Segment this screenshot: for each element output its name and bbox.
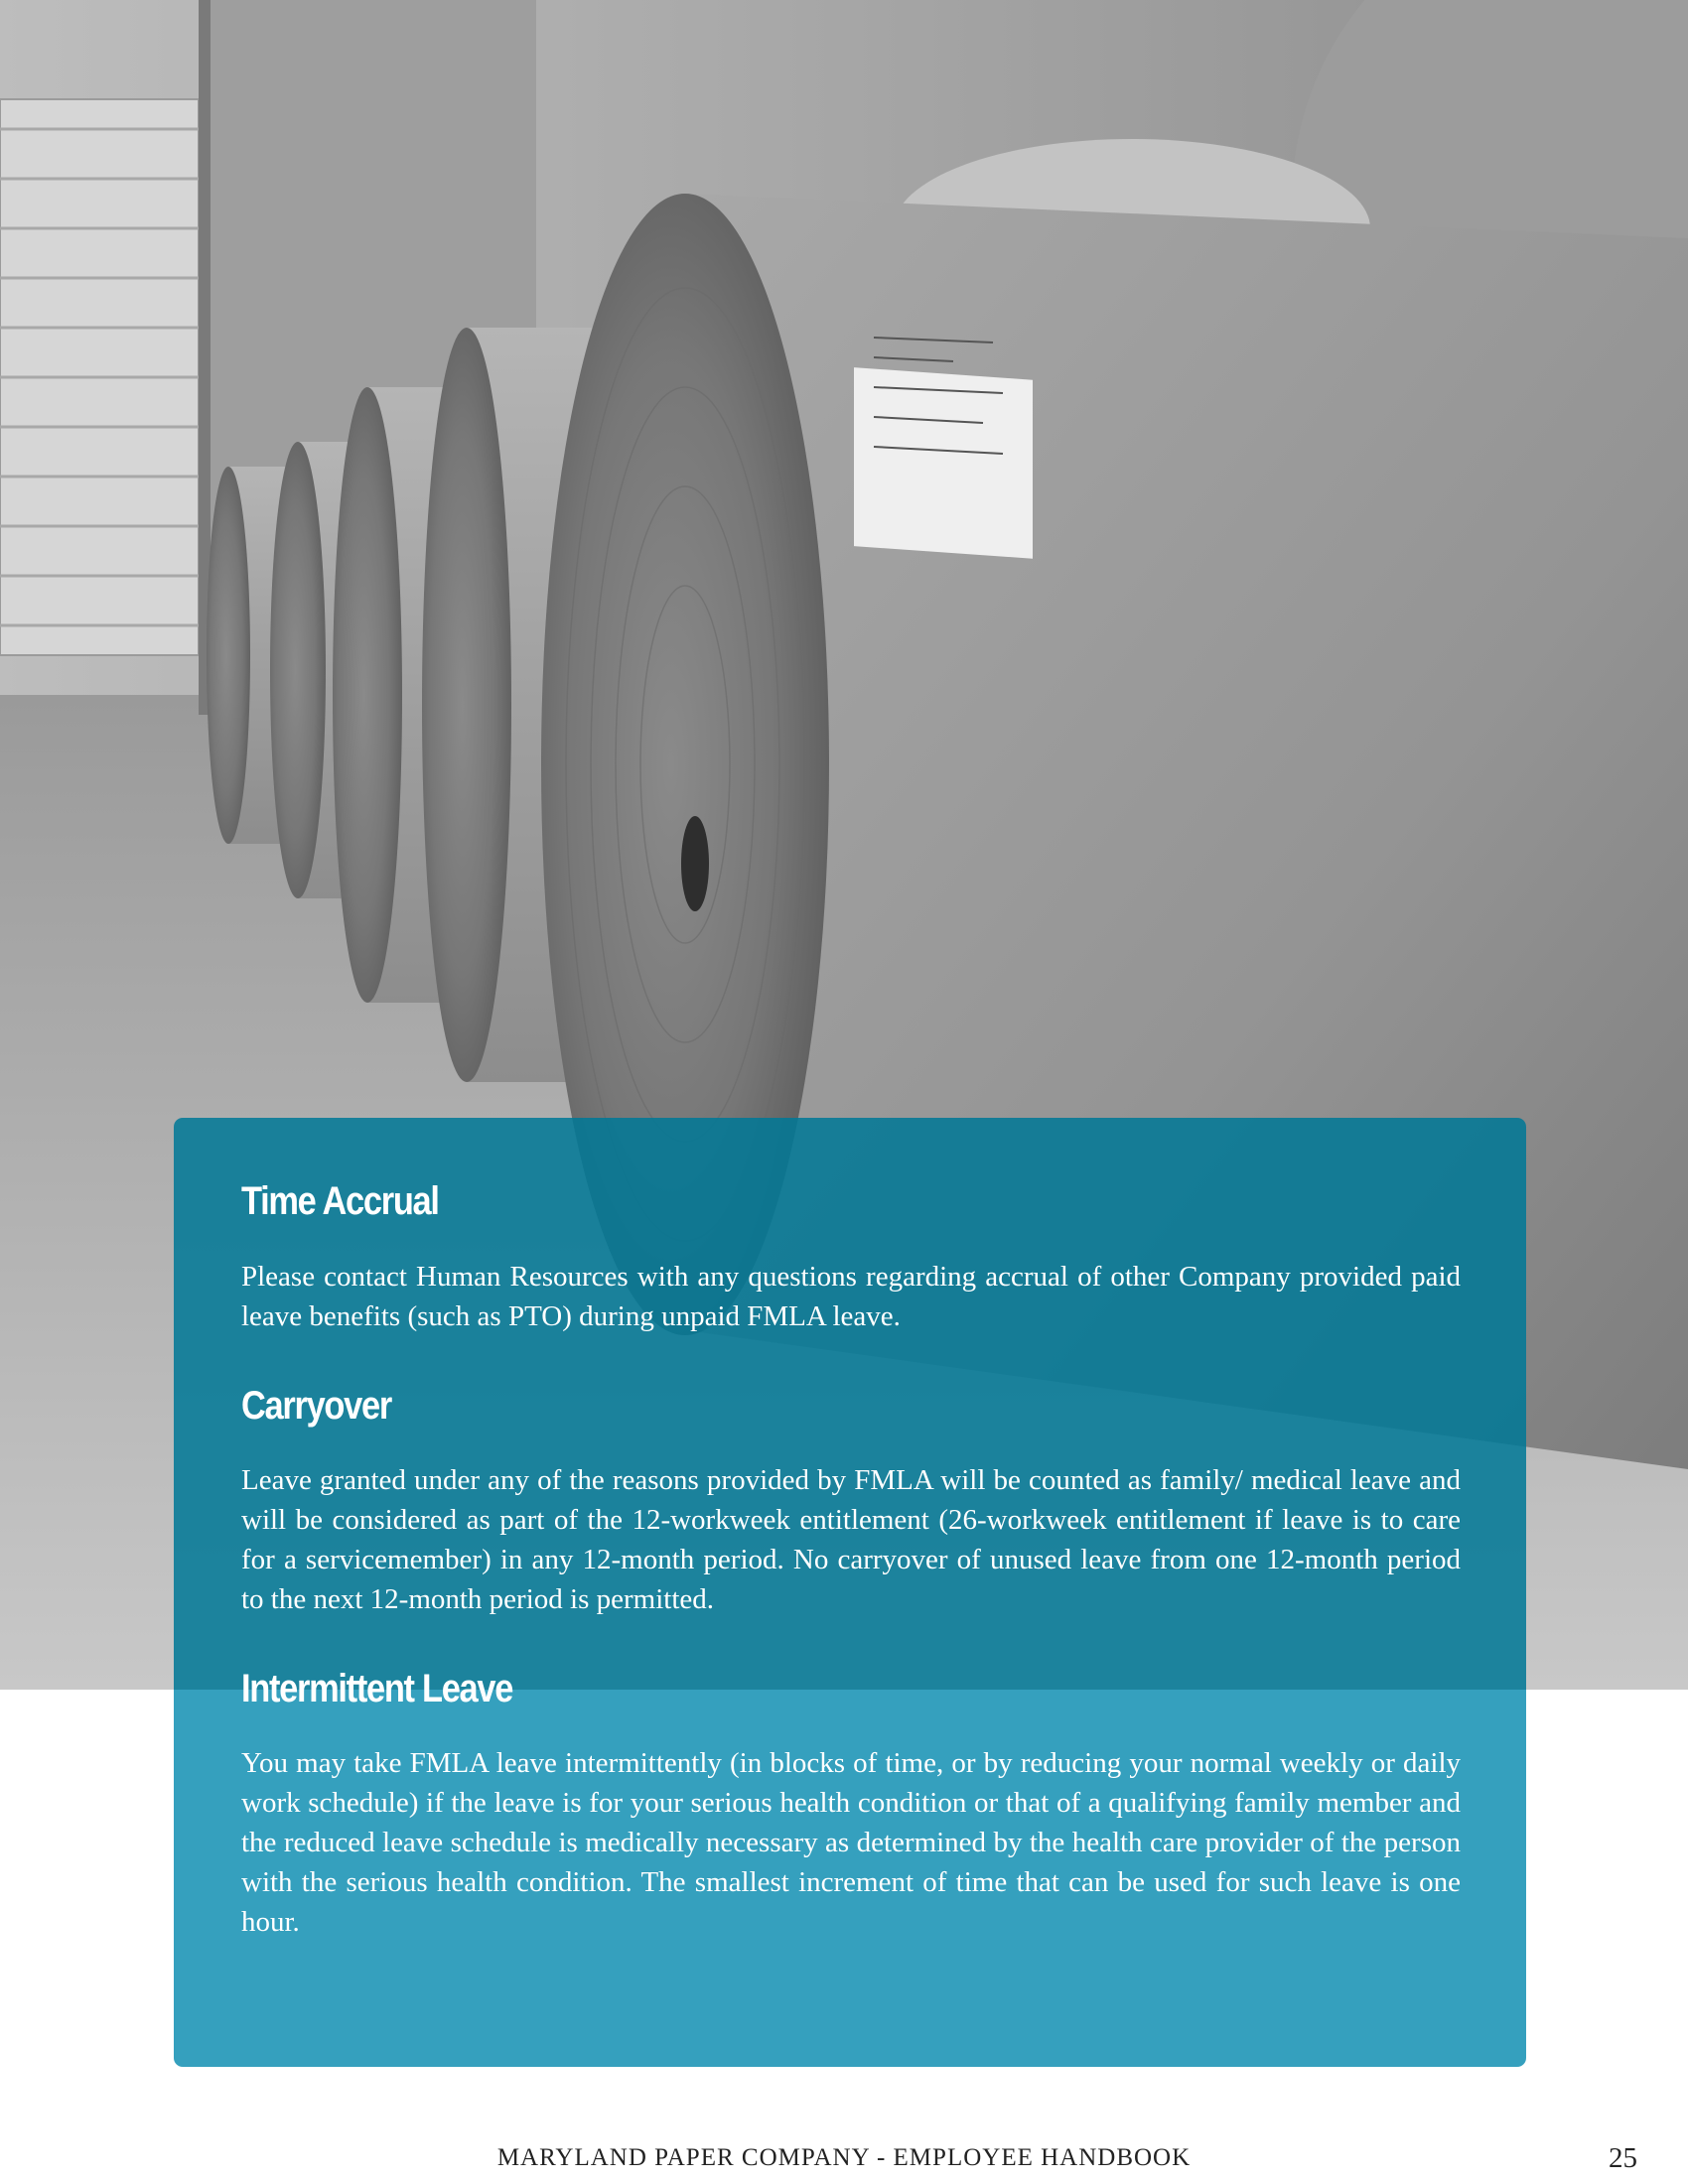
section-heading-carryover: Carryover — [241, 1384, 391, 1428]
section-heading-intermittent-leave: Intermittent Leave — [241, 1667, 513, 1710]
section-body-time-accrual: Please contact Human Resources with any questions regarding accrual of other Company provided paid leave benefits (such as PTO) during unpaid FMLA leave. — [241, 1261, 1461, 1332]
section-body-intermittent-leave: You may take FMLA leave intermittently (in blocks of time, or by reducing your normal weekly or daily work schedule) if the leave is for your serious health condition or that of a qualifying family member and the reduced leave schedule is medically necessary as determined by the health care provider of the person with the serious health condition. The smallest increment of time that can be used for such leave is one hour. — [241, 1747, 1461, 1938]
section-body-carryover: Leave granted under any of the reasons provided by FMLA will be counted as family/ medical leave and will be considered as part of the 12-workweek entitlement (26-workweek entitlement if leave is to care for a servicemember) in any 12-month period. No carryover of unused leave from one 12-month period to the next 12-month period is permitted. — [241, 1464, 1461, 1615]
footer-title: MARYLAND PAPER COMPANY - EMPLOYEE HANDBOOK — [496, 2144, 1192, 2171]
section-heading-time-accrual: Time Accrual — [241, 1179, 439, 1223]
content-panel — [174, 1118, 1526, 2067]
page-number: 25 — [1609, 2142, 1637, 2174]
panel-content — [241, 1175, 1461, 1985]
